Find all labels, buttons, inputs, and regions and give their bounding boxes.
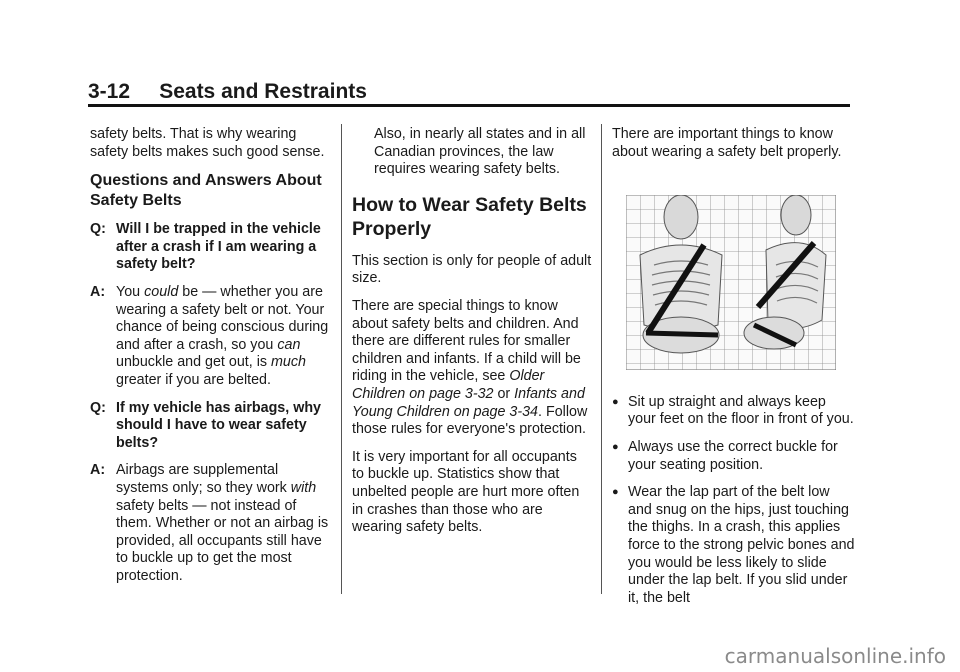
question-text: If my vehicle has airbags, why should I have to wear safety belts? <box>116 399 322 451</box>
header-rule <box>88 104 850 107</box>
intro-paragraph: safety belts. That is why wearing safety belts makes such good sense. <box>90 126 325 160</box>
answer-emphasis: could <box>144 283 179 300</box>
continued-answer: Also, in nearly all states and in all Canadian provinces, the law requires wearing safety belts. <box>374 126 586 178</box>
bullet-text: Always use the correct buckle for your seating position. <box>628 438 838 473</box>
q-label: Q: <box>90 399 106 416</box>
paragraph-statistics: It is very important for all occupants to buckle up. Statistics show that unbelted people are hurt more often in crashes than those who are wearing safety belts. <box>352 448 580 536</box>
paragraph-text-part: or <box>493 385 515 402</box>
intro-paragraph: There are important things to know about wearing a safety belt properly. <box>612 126 842 160</box>
a-label: A: <box>90 462 106 479</box>
answer-text <box>116 284 330 390</box>
answer-text-part: unbuckle and get out, is <box>116 354 271 371</box>
cross-reference-link[interactable]: Older Children on page 3-32 <box>352 368 545 402</box>
question-1 <box>90 221 330 274</box>
bullet-item <box>612 484 857 607</box>
bullet-item <box>612 439 857 474</box>
column-3 <box>612 126 857 617</box>
bullet-icon: ● <box>612 395 619 408</box>
section-heading-qa: Questions and Answers About Safety Belts <box>90 172 322 210</box>
answer-1 <box>90 284 330 390</box>
question-2 <box>90 400 330 453</box>
column-divider <box>601 124 602 594</box>
answer-text-part: be — whether you are wearing a safety belt or not. Your chance of being conscious during and after a crash, so you <box>116 283 329 353</box>
column-divider <box>341 124 342 594</box>
question-text: Will I be trapped in the vehicle after a crash if I am wearing a safety belt? <box>116 221 321 273</box>
safety-belt-illustration <box>626 195 836 370</box>
column-1 <box>90 126 330 595</box>
bullet-icon: ● <box>612 486 619 499</box>
bullet-text: Wear the lap part of the belt low and snug on the hips, just touching the thighs. In a crash, this applies force to the strong pelvic bones and you would be less likely to slide under the lap belt. If you slid under it, the belt <box>628 484 855 606</box>
page-header <box>88 80 850 104</box>
bullet-icon: ● <box>612 440 619 453</box>
answer-text-part: greater if you are belted. <box>116 371 271 388</box>
answer-emphasis: with <box>290 479 317 496</box>
answer-emphasis: much <box>271 354 306 371</box>
watermark: carmanualsonline.info <box>724 644 946 668</box>
answer-text-part: safety belts — not instead of them. Whether or not an airbag is provided, all occupants still have to buckle up to get the most protection. <box>116 497 329 584</box>
paragraph-text-part: There are special things to know about safety belts and children. And there are different rules for smaller children and infants. If a child will be riding in the vehicle, see <box>352 297 581 385</box>
answer-text <box>116 462 330 585</box>
q-label: Q: <box>90 221 106 238</box>
section-heading-how-to-wear: How to Wear Safety Belts Properly <box>352 193 587 240</box>
answer-2 <box>90 462 330 585</box>
answer-text-part: You <box>116 283 145 300</box>
answer-text-part: Airbags are supplemental systems only; so they work <box>116 462 291 496</box>
column-2 <box>352 126 592 547</box>
cross-reference-link[interactable]: Infants and Young Children on page 3-34 <box>352 385 585 420</box>
paragraph-adult-size: This section is only for people of adult size. <box>352 252 592 287</box>
page-title: 3-12 Seats and Restraints <box>88 80 367 103</box>
bullet-item <box>612 394 857 429</box>
paragraph-children <box>352 298 592 439</box>
a-label: A: <box>90 283 106 300</box>
paragraph-text-part: . Follow those rules for everyone's protection. <box>352 403 588 438</box>
bullet-text: Sit up straight and always keep your feet on the floor in front of you. <box>628 393 854 428</box>
answer-emphasis: can <box>277 336 301 353</box>
